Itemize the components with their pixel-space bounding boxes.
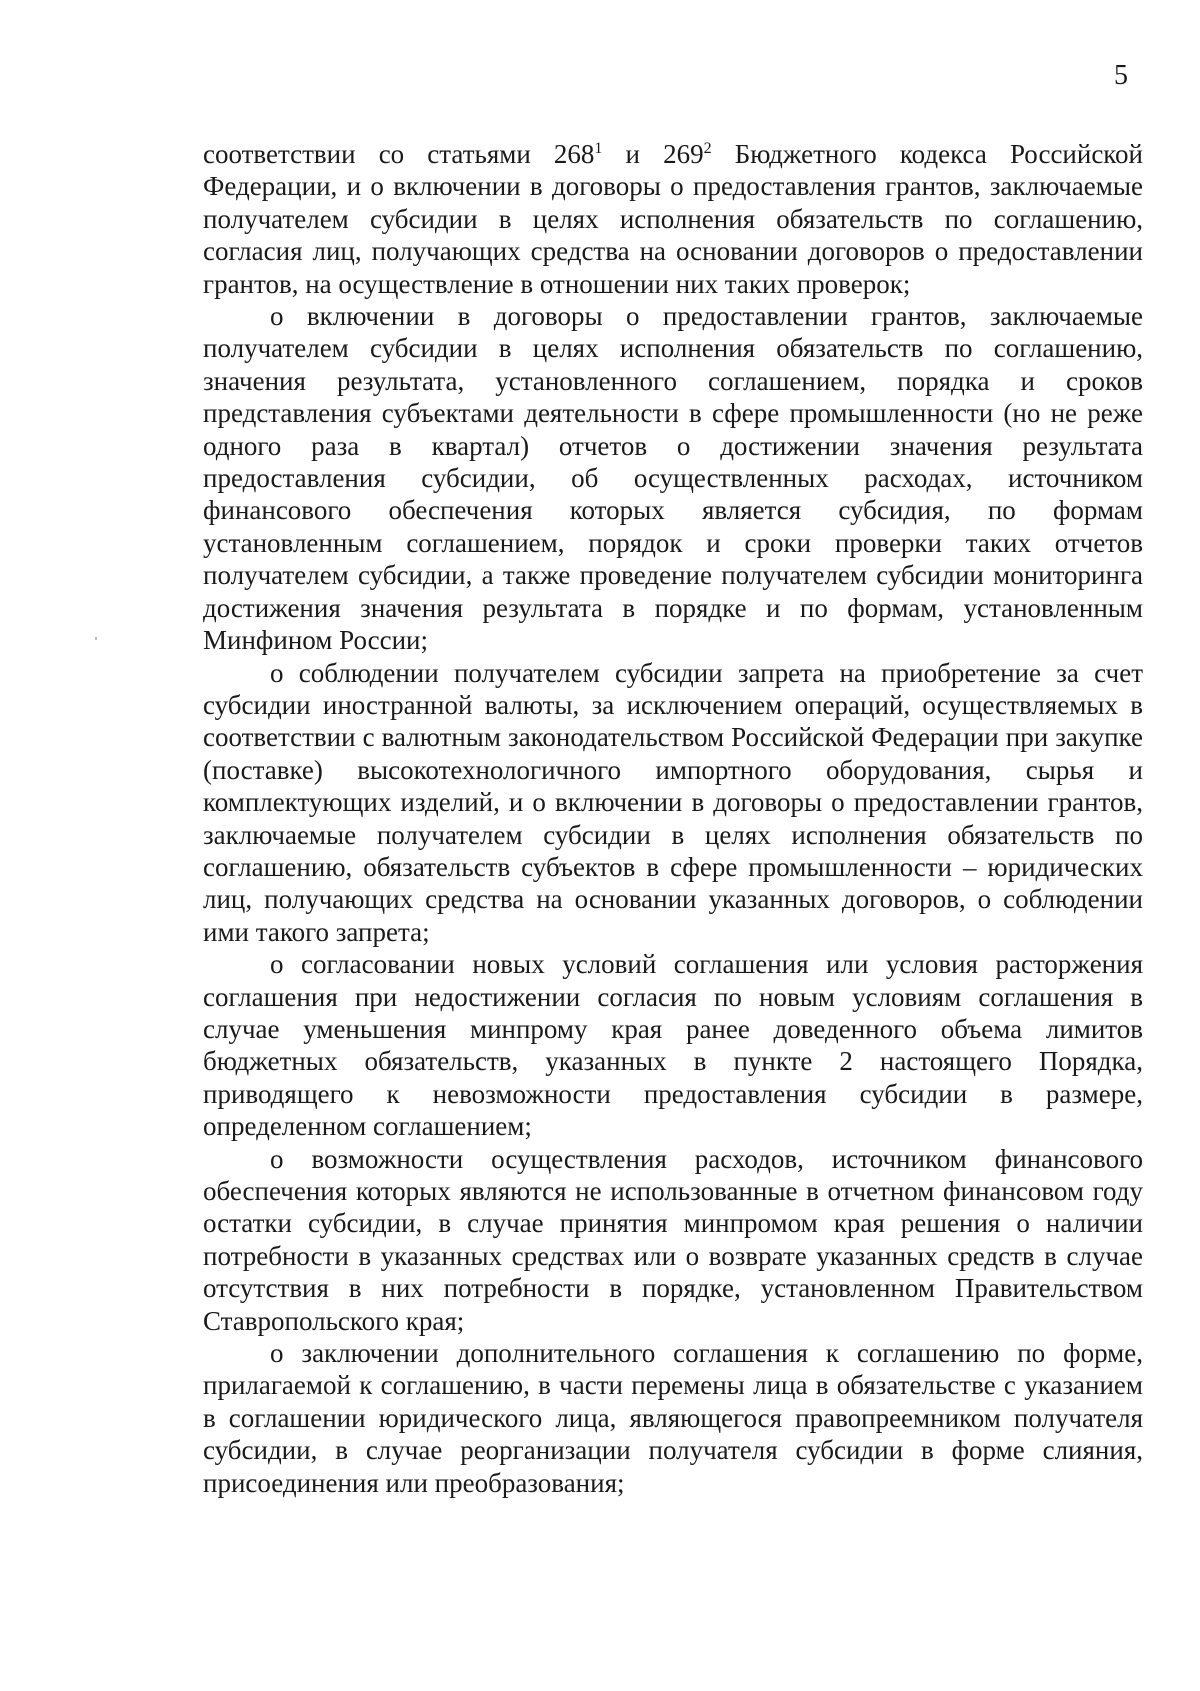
paragraph-4: о согласовании новых условий соглашения или условия расторжения соглашения при недостижении согласия по новым условиям соглашения в случае уменьшения минпрому края ранее доведенного объема лимитов бюджетных обязательств, указанных в пункте 2 настоящего Порядка, приводящего к невозможности предоставления субсидии в размере, определенном соглашением; (203, 949, 1143, 1142)
paragraph-3: о соблюдении получателем субсидии запрета на приобретение за счет субсидии иностранной валюты, за исключением операций, осуществляемых в соответствии с валютным законодательством Российской Федерации при закупке (поставке) высокотехнологичного импортного оборудования, сырья и комплектующих изделий, и о включении в договоры о предоставлении грантов, заключаемые получателем субсидии в целях исполнения обязательств по соглашению, обязательств субъектов в сфере промышленности – юридических лиц, получающих средства на основании указанных договоров, о соблюдении ими такого запрета; (203, 657, 1143, 947)
paragraph-6: о заключении дополнительного соглашения к соглашению по форме, прилагаемой к соглашению, в части перемены лица в обязательстве с указанием в соглашении юридического лица, являющегося правопреемником получателя субсидии, в случае реорганизации получателя субсидии в форме слияния, присоединения или преобразования; (203, 1338, 1143, 1498)
paragraph-5: о возможности осуществления расходов, источником финансового обеспечения которых являются не использованные в отчетном финансовом году остатки субсидии, в случае принятия минпромом края решения о наличии потребности в указанных средствах или о возврате указанных средств в случае отсутствия в них потребности в порядке, установленном Правительством Ставропольского края; (203, 1143, 1143, 1336)
paragraph-2: о включении в договоры о предоставлении грантов, заключаемые получателем субсидии в целях исполнения обязательств по соглашению, значения результата, установленного соглашением, порядка и сроков представления субъектами деятельности в сфере промышленности (но не реже одного раза в квартал) отчетов о достижении значения результата предоставления субсидии, об осуществленных расходах, источником финансового обеспечения которых является субсидия, по формам установленным соглашением, порядок и сроки проверки таких отчетов получателем субсидии, а также проведение получателем субсидии мониторинга достижения значения результата в порядке и по формам, установленным Минфином России; (203, 301, 1143, 656)
margin-speck (95, 637, 97, 640)
page-number: 5 (1114, 60, 1128, 91)
paragraph-1-text-b: и 269 (602, 139, 704, 169)
document-body (203, 138, 1143, 1499)
paragraph-1-text-c: Бюджетного кодекса Российской Федерации, и о включении в договоры о предоставления грантов, заключаемые получателем субсидии в целях исполнения обязательств по соглашению, согласия лиц, получающих средства на основании договоров о предоставлении грантов, на осуществление в отношении них таких проверок; (203, 139, 1144, 299)
paragraph-1-text-a: соответствии со статьями 268 (203, 139, 595, 169)
paragraph-1-superscript-a: 1 (594, 140, 603, 157)
paragraph-1-superscript-b: 2 (703, 140, 712, 157)
paragraph-1 (203, 138, 1143, 300)
